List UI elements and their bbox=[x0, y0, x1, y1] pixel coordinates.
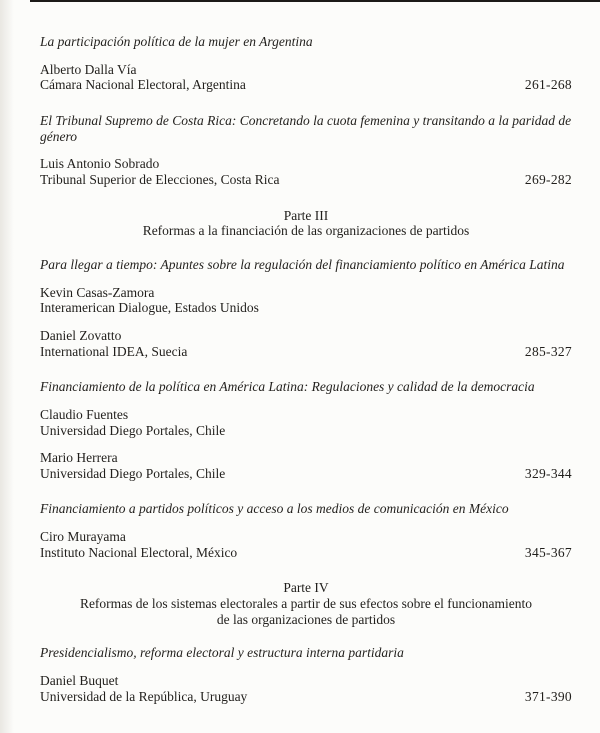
contributor-name: Kevin Casas-Zamora bbox=[40, 284, 155, 300]
toc-entry bbox=[40, 379, 572, 481]
contributor-name: Ciro Murayama bbox=[40, 529, 126, 545]
contributor-affiliation: Instituto Nacional Electoral, México bbox=[40, 544, 238, 560]
contributor-name: Daniel Buquet bbox=[40, 673, 119, 689]
contributor-affiliation: Tribunal Superior de Elecciones, Costa Rica bbox=[40, 171, 280, 187]
article-title: La participación política de la mujer en Argentina bbox=[40, 34, 313, 49]
affiliation-row bbox=[40, 545, 572, 561]
affiliation-row bbox=[40, 344, 572, 360]
part-number: Parte III bbox=[283, 207, 329, 223]
part-heading-block bbox=[40, 208, 572, 239]
contributor-name: Luis Antonio Sobrado bbox=[40, 156, 160, 172]
toc-entry bbox=[40, 645, 572, 704]
affiliation-row bbox=[40, 300, 572, 316]
page-range: 261-268 bbox=[524, 77, 572, 93]
toc-entry bbox=[40, 113, 572, 188]
toc-entry bbox=[40, 34, 572, 93]
contributor-affiliation: International IDEA, Suecia bbox=[40, 343, 188, 359]
contributor-entry bbox=[40, 62, 572, 93]
affiliation-row bbox=[40, 466, 572, 482]
contributor-affiliation: Interamerican Dialogue, Estados Unidos bbox=[40, 300, 259, 316]
page-range: 269-282 bbox=[524, 171, 572, 187]
contributor-affiliation: Universidad de la República, Uruguay bbox=[40, 688, 248, 704]
toc-entry bbox=[40, 501, 572, 560]
contributor-name: Alberto Dalla Vía bbox=[40, 61, 137, 77]
contributor-entry bbox=[40, 529, 572, 560]
part-subtitle: Reformas de los sistemas electorales a partir de sus efectos sobre el funcionamiento de las organizaciones de partidos bbox=[79, 596, 533, 627]
article-title: Para llegar a tiempo: Apuntes sobre la regulación del financiamiento político en América Latina bbox=[40, 256, 565, 272]
affiliation-row bbox=[40, 172, 572, 188]
top-scan-rule bbox=[30, 0, 600, 2]
contributor-entry bbox=[40, 156, 572, 187]
contributor-entry bbox=[40, 285, 572, 316]
page-range: 285-327 bbox=[524, 343, 572, 359]
contributor-entry bbox=[40, 407, 572, 438]
page-range: 371-390 bbox=[524, 688, 572, 704]
contributor-entry bbox=[40, 673, 572, 704]
contributor-affiliation: Universidad Diego Portales, Chile bbox=[40, 465, 226, 481]
article-title: El Tribunal Supremo de Costa Rica: Concretando la cuota femenina y transitando a la paridad de género bbox=[40, 112, 572, 144]
toc-entry bbox=[40, 257, 572, 359]
left-scan-shadow bbox=[0, 0, 14, 733]
article-title: Presidencialismo, reforma electoral y estructura interna partidaria bbox=[40, 645, 404, 661]
contributor-affiliation: Cámara Nacional Electoral, Argentina bbox=[40, 77, 246, 93]
contributor-name: Mario Herrera bbox=[40, 450, 118, 466]
article-title: Financiamiento de la política en América Latina: Regulaciones y calidad de la democracia bbox=[40, 379, 535, 395]
affiliation-row bbox=[40, 423, 572, 439]
page-range: 345-367 bbox=[524, 544, 572, 560]
contributor-name: Claudio Fuentes bbox=[40, 406, 129, 422]
part-subtitle: Reformas a la financiación de las organizaciones de partidos bbox=[142, 223, 470, 239]
contributor-affiliation: Universidad Diego Portales, Chile bbox=[40, 422, 226, 438]
affiliation-row bbox=[40, 77, 572, 93]
contributor-entry bbox=[40, 450, 572, 481]
part-heading-block bbox=[40, 580, 572, 627]
contributor-name: Daniel Zovatto bbox=[40, 327, 122, 343]
article-title: Financiamiento a partidos políticos y acceso a los medios de comunicación en México bbox=[40, 501, 509, 517]
part-number: Parte IV bbox=[283, 580, 329, 596]
page-range: 329-344 bbox=[524, 465, 572, 481]
affiliation-row bbox=[40, 689, 572, 705]
contributor-entry bbox=[40, 328, 572, 359]
